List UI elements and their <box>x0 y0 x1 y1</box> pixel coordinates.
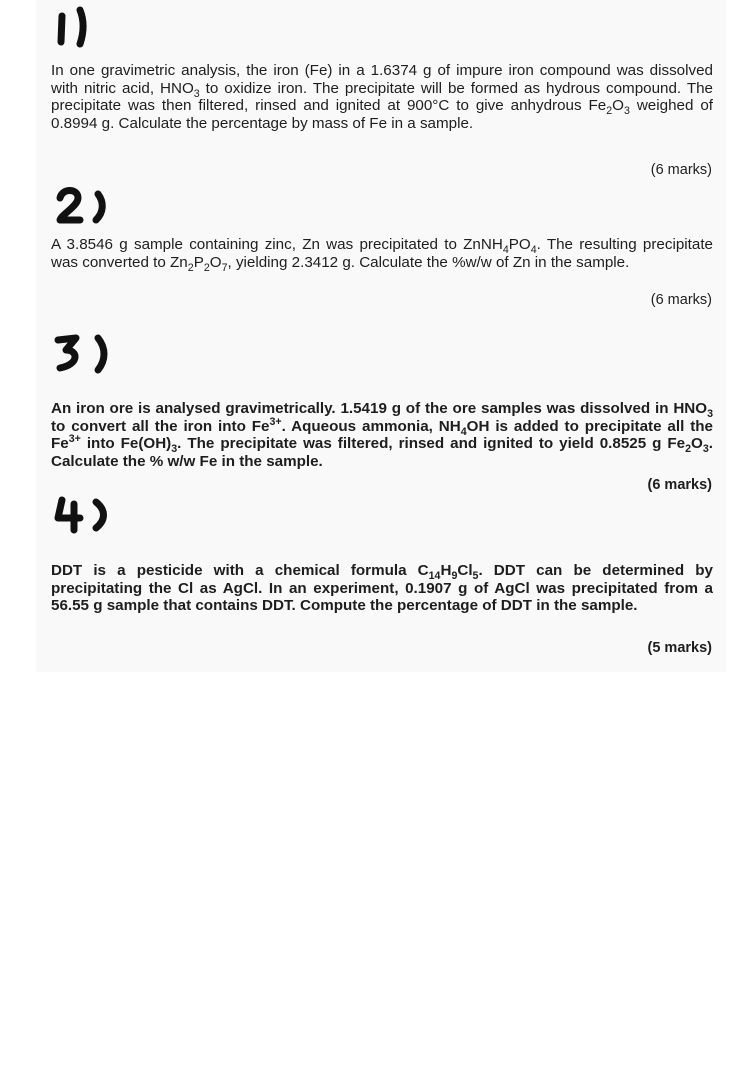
question-4-marks: (5 marks) <box>647 640 712 656</box>
question-2-marks: (6 marks) <box>650 292 712 308</box>
question-3-marks: (6 marks) <box>647 477 712 493</box>
question-3-text: An iron ore is analysed gravimetrically. 1.5419 g of the ore samples was dissolved in $HNO_3$ to convert all the iron into $Fe^{3+}$. Aqueous ammonia, $NH_4OH$ is added to precipitate all the $Fe^{3+}$ into $Fe(OH)_3$. The precipitate was filtered, rinsed and ignited to yield 0.8525 g $Fe_2O_3$. Calculate the % w/w Fe in the sample. <box>51 400 713 470</box>
question-4-text: DDT is a pesticide with a chemical formula $C_{14}H_9Cl_5$. DDT can be determined by precipitating the Cl as AgCl. In an experiment, 0.1907 g of AgCl was precipitated from a 56.55 g sample that contains DDT. Compute the percentage of DDT in the sample. <box>51 562 713 615</box>
handwritten-number-1 <box>52 2 112 48</box>
handwritten-number-4 <box>52 494 138 536</box>
handwritten-number-2 <box>52 184 132 226</box>
question-2-text: A 3.8546 g sample containing zinc, Zn was precipitated to $ZnNH_4PO_4$. The resulting precipitate was converted to $Zn_2P_2O_7$, yielding 2.3412 g. Calculate the %w/w of Zn in the sample. <box>51 236 713 274</box>
question-1-marks: (6 marks) <box>650 162 712 178</box>
handwritten-number-3 <box>52 330 132 376</box>
question-1-text: In one gravimetric analysis, the iron (Fe) in a 1.6374 g of impure iron compound was dissolved with nitric acid, $HNO_3$ to oxidize iron. The precipitate will be formed as hydrous compound. The precipitate was then filtered, rinsed and ignited at 900°C to give anhydrous $Fe_2O_3$ weighed of 0.8994 g. Calculate the percentage by mass of Fe in a sample. <box>51 62 713 132</box>
